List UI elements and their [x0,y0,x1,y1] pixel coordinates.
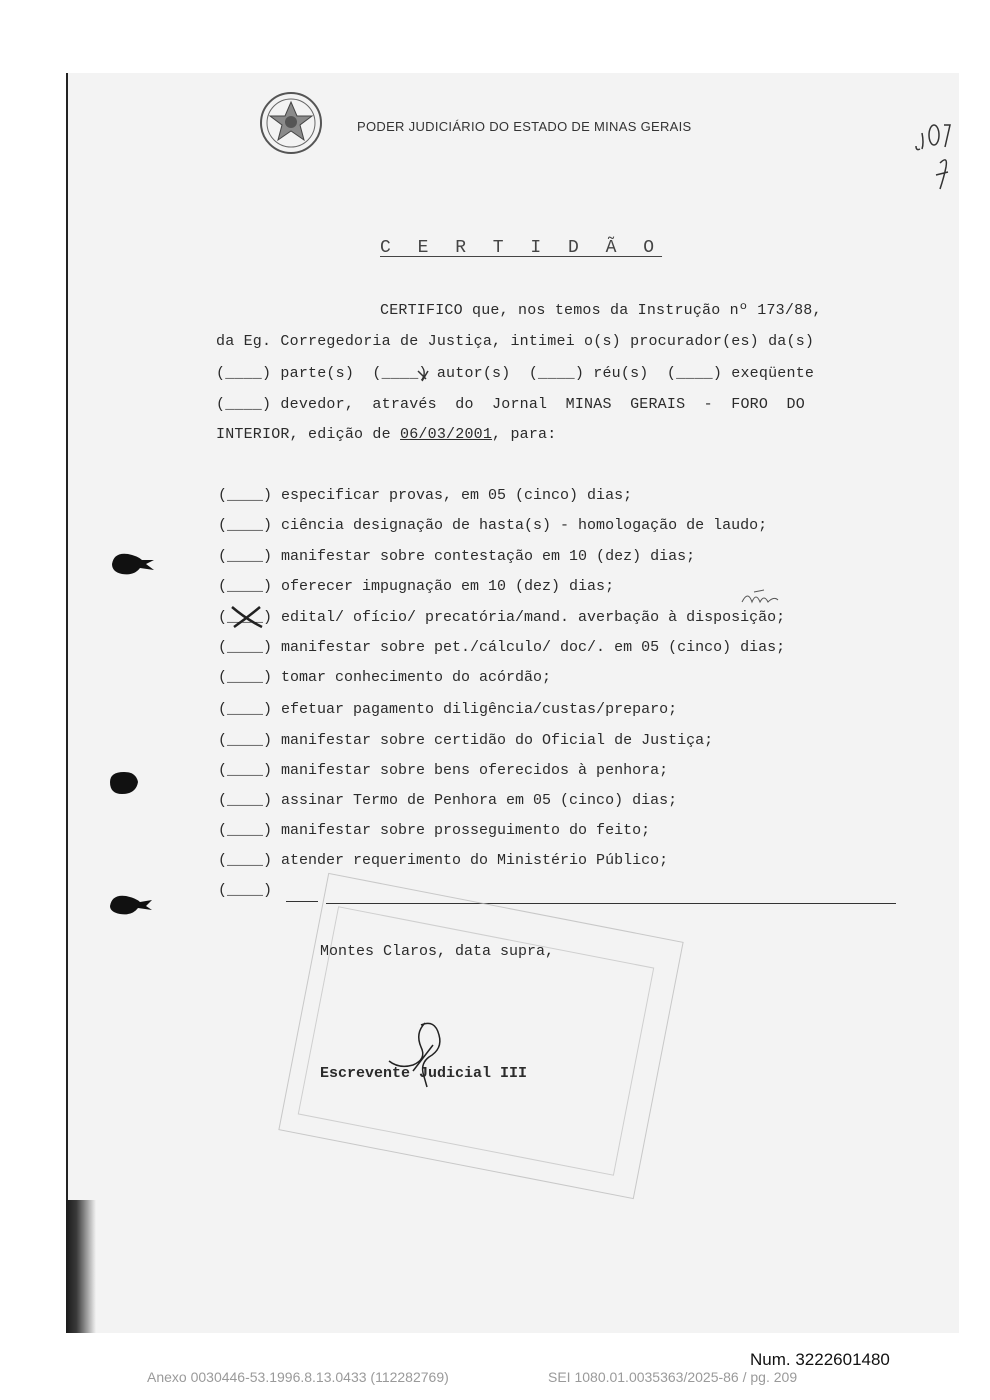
option-item: (____) assinar Termo de Penhora em 05 (cinco) dias; [218,792,678,809]
handwritten-page-number [910,105,970,195]
option-item-blank: (____) [218,882,273,899]
edital-cross-mark [226,603,270,631]
document-number: Num. 3222601480 [750,1350,890,1369]
body-line-5-prefix: INTERIOR, edição de [216,426,401,443]
option-item: (____) atender requerimento do Ministério Público; [218,852,669,869]
body-line-2: da Eg. Corregedoria de Justiça, intimei o(s) procurador(es) da(s) [216,333,815,350]
option-item: (____) efetuar pagamento diligência/custas/preparo; [218,701,678,718]
option-item: (____) tomar conhecimento do acórdão; [218,669,552,686]
edition-date: 06/03/2001 [400,426,493,443]
body-line-1: CERTIFICO que, nos temos da Instrução nº 173/88, [380,302,822,319]
coat-of-arms-seal [256,88,326,158]
handwritten-annotation [740,588,800,608]
punch-hole-1 [108,548,158,578]
body-line-5 [216,426,556,443]
punch-hole-2 [106,768,142,796]
document-title: C E R T I D Ã O [380,238,663,258]
body-line-3: (____) parte(s) (____) autor(s) (____) réu(s) (____) exeqüente [216,365,815,382]
option-item: (____) especificar provas, em 05 (cinco) dias; [218,487,633,504]
option-item: (____) manifestar sobre prosseguimento do feito; [218,822,651,839]
body-line-5-suffix: , para: [492,426,557,443]
option-item: (____) ciência designação de hasta(s) - homologação de laudo; [218,517,768,534]
option-item: (____) manifestar sobre certidão do Oficial de Justiça; [218,732,714,749]
option-item: (____) manifestar sobre pet./cálculo/ doc/. em 05 (cinco) dias; [218,639,786,656]
punch-hole-3 [106,890,156,920]
scan-edge-shadow [66,1200,96,1333]
body-line-4: (____) devedor, através do Jornal MINAS GERAIS - FORO DO [216,396,805,413]
blank-rule-short [286,901,318,902]
option-item: (____) oferecer impugnação em 10 (dez) dias; [218,578,615,595]
option-item-checked: (____) edital/ ofício/ precatória/mand. averbação à disposição; [218,609,786,626]
signer-title: Escrevente Judicial III [320,1065,528,1082]
place-date: Montes Claros, data supra, [320,943,555,960]
option-item: (____) manifestar sobre contestação em 10 (dez) dias; [218,548,696,565]
footer-sei: SEI 1080.01.0035363/2025-86 / pg. 209 [548,1369,798,1385]
option-item: (____) manifestar sobre bens oferecidos à penhora; [218,762,669,779]
header-org: PODER JUDICIÁRIO DO ESTADO DE MINAS GERAIS [357,119,692,134]
author-check-mark [410,363,440,385]
footer-annex: Anexo 0030446-53.1996.8.13.0433 (112282769) [147,1369,449,1385]
